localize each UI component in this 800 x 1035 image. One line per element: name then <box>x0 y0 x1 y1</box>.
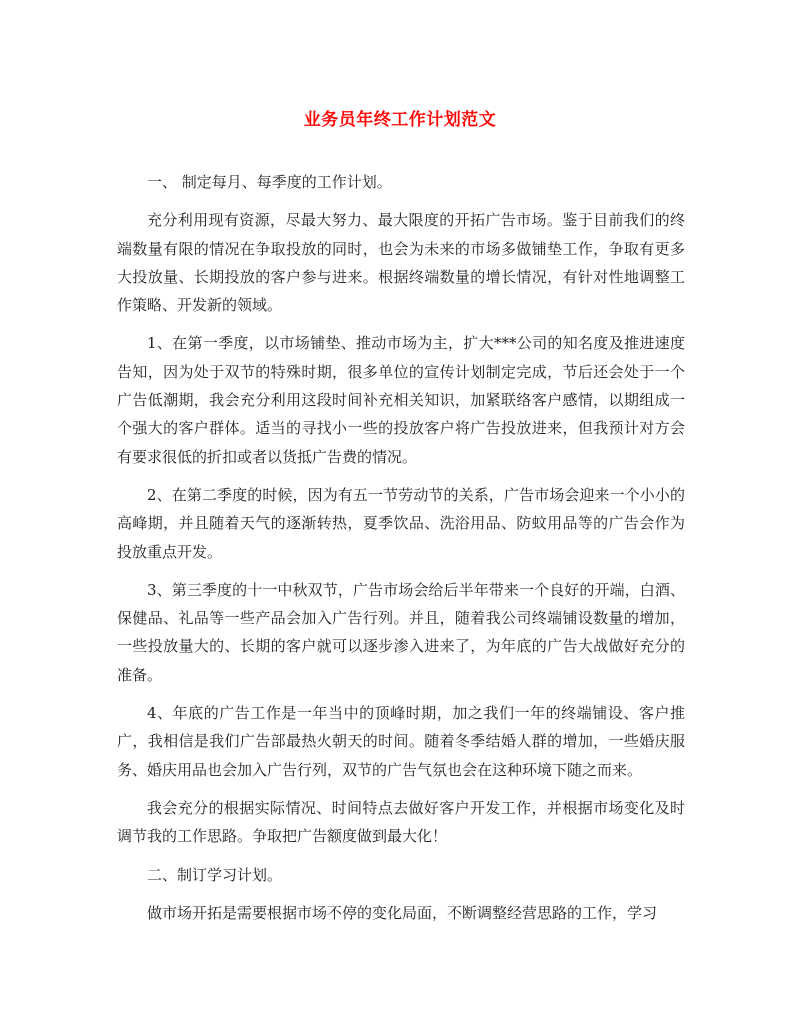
paragraph-q1: 1、在第一季度，以市场铺垫、推动市场为主，扩大***公司的知名度及推进速度告知，因为处于双节的特殊时期，很多单位的宣传计划制定完成，节后还会处于一个广告低潮期，我会充分利用这段时间补充相关知识，加紧联络客户感情，以期组成一个强大的客户群体。适当的寻找小一些的投放客户将广告投放进来，但我预计对方会有要求很低的折扣或者以货抵广告费的情况。 <box>117 334 685 466</box>
document-title: 业务员年终工作计划范文 <box>303 110 497 130</box>
paragraph-q2: 2、在第二季度的时候，因为有五一节劳动节的关系，广告市场会迎来一个小小的高峰期，并且随着天气的逐渐转热，夏季饮品、洗浴用品、防蚊用品等的广告会作为投放重点开发。 <box>117 485 685 561</box>
paragraph-summary: 我会充分的根据实际情况、时间特点去做好客户开发工作，并根据市场变化及时调节我的工作思路。争取把广告额度做到最大化！ <box>117 798 685 846</box>
paragraph-q4: 4、年底的广告工作是一年当中的顶峰时期，加之我们一年的终端铺设、客户推广，我相信是我们广告部最热火朝天的时间。随着冬季结婚人群的增加，一些婚庆服务、婚庆用品也会加入广告行列，双节的广告气氛也会在这种环境下随之而来。 <box>117 704 685 779</box>
paragraph-study: 做市场开拓是需要根据市场不停的变化局面，不断调整经营思路的工作，学习 <box>147 903 658 922</box>
paragraph-intro: 充分利用现有资源，尽最大努力、最大限度的开拓广告市场。鉴于目前我们的终端数量有限的情况在争取投放的同时，也会为未来的市场多做铺垫工作，争取有更多大投放量、长期投放的客户参与进来。根据终端数量的增长情况，有针对性地调整工作策略、开发新的领域。 <box>117 211 685 315</box>
section-heading-1: 一、 制定每月、每季度的工作计划。 <box>147 173 392 191</box>
document-body <box>117 168 685 927</box>
section-heading-2: 二、制订学习计划。 <box>147 865 283 884</box>
paragraph-q3: 3、第三季度的十一中秋双节，广告市场会给后半年带来一个良好的开端，白酒、保健品、礼品等一些产品会加入广告行列。并且，随着我公司终端铺设数量的增加，一些投放量大的、长期的客户就可以逐步渗入进来了，为年底的广告大战做好充分的准备。 <box>117 580 685 684</box>
